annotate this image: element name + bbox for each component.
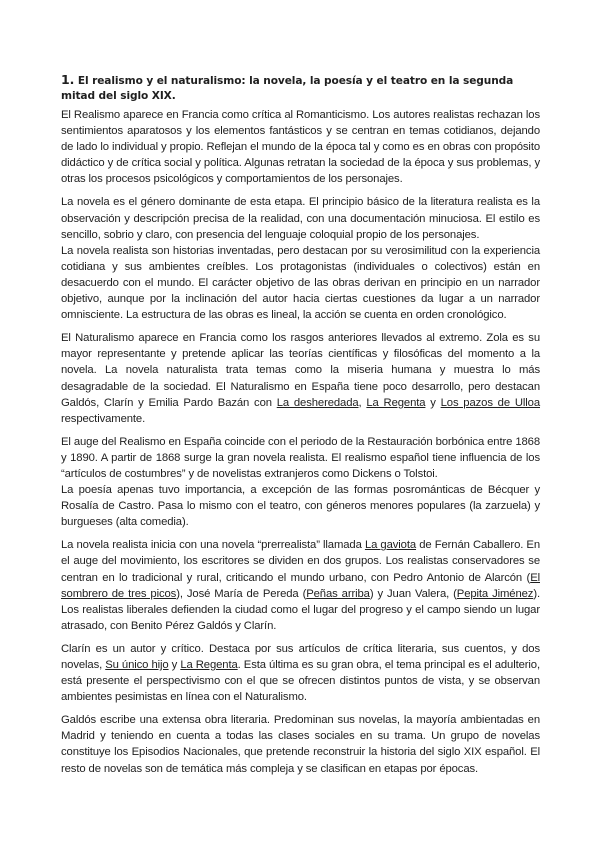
- section-title: El realismo y el naturalismo: la novela, la poesía y el teatro en la segunda mitad del siglo XIX.: [61, 75, 514, 102]
- paragraph-grupos-realistas: [61, 537, 540, 634]
- paragraph-text: ), José María de Pereda (: [176, 587, 307, 600]
- paragraph-text: ,: [358, 396, 367, 409]
- document-body: [61, 72, 540, 784]
- paragraph-text: ) y Juan Valera, (: [369, 587, 457, 600]
- paragraph-text: El auge del Realismo en España coincide con el periodo de la Restauración borbónica entre 1868 y 1890. A partir de 1868 surge la gran novela realista. El realismo español tiene influencia de los “artículos de costumbres” y de novelistas extranjeros como Dickens o Tolstoi.: [61, 435, 540, 480]
- paragraph-text: . Esta última es su gran obra, el tema principal es el adulterio, está presente el perspectivismo con el que se ofrecen distintos puntos de vista, y se observan ambientes pesimistas en línea con el Naturalismo.: [61, 659, 540, 704]
- book-title: La Regenta: [180, 659, 238, 671]
- paragraph-novela-realista: [61, 243, 540, 323]
- book-title: Peñas arriba: [306, 587, 370, 600]
- section-number: 1.: [61, 72, 75, 87]
- paragraph-text: El Realismo aparece en Francia como crítica al Romanticismo. Los autores realistas rechazan los sentimientos aparatosos y los elementos fantásticos y se centran en temas cotidianos, dejando de lado lo individual y propio. Reflejan el mundo de la época tal y como es en obras con propósito didáctico y de crítica social y política. Algunas retratan la sociedad de la época y sus problemas, y otras los procesos psicológicos y comportamientos de los personajes.: [61, 109, 540, 186]
- section-heading: [61, 72, 540, 104]
- paragraph-text: y: [168, 659, 181, 671]
- book-title: Su único hijo: [105, 659, 169, 671]
- paragraph-text: La poesía apenas tuvo importancia, a excepción de las formas posrománticas de Bécquer y Rosalía de Castro. Pasa lo mismo con el teatro, con géneros menores populares (la zarzuela) y burgueses (alta comedia).: [61, 484, 540, 529]
- book-title: Los pazos de Ulloa: [440, 396, 540, 409]
- paragraph-galdos: [61, 712, 540, 776]
- paragraph-text: y: [425, 396, 441, 409]
- paragraph-text: Clarín es un autor y crítico. Destaca por sus artículos de crítica literaria, sus cuentos, y dos novelas,: [61, 642, 540, 671]
- paragraph-auge-realismo: [61, 434, 540, 482]
- book-title: Pepita Jiménez: [456, 587, 534, 600]
- paragraph-text: El Naturalismo aparece en Francia como los rasgos anteriores llevados al extremo. Zola es su mayor representante y pretende aplicar las teorías científicas y filosóficas del momento a la novela. La novela naturalista trata temas como la miseria humana y muestra lo más desagradable de la sociedad. El Naturalismo en España tiene poco desarrollo, pero destacan Galdós, Clarín y Emilia Pardo Bazán con: [61, 332, 540, 409]
- paragraph-naturalismo: [61, 330, 540, 427]
- paragraph-text: respectivamente.: [61, 412, 146, 425]
- paragraph-clarin: [61, 641, 540, 705]
- paragraph-realismo: [61, 107, 540, 187]
- paragraph-text: ). Los realistas liberales defienden la ciudad como el lugar del progreso y el campo siendo un lugar atrasado, con Benito Pérez Galdós y Clarín.: [61, 587, 540, 632]
- paragraph-text: Galdós escribe una extensa obra literaria. Predominan sus novelas, la mayoría ambientadas en Madrid y teniendo en cuenta a todas las clases sociales en su trama. Un grupo de novelas constituye los Episodios Nacionales, que pretende reconstruir la historia del siglo XIX español. El resto de novelas son de temática más compleja y se clasifican en etapas por épocas.: [61, 714, 540, 775]
- paragraph-text: de Fernán Caballero. En el auge del movimiento, los escritores se dividen en dos grupos. Los realistas conservadores se centran en lo tradicional y rural, criticando el mundo urbano, con Pedro Antonio de Alarcón (: [61, 539, 540, 584]
- book-title: La desheredada: [276, 396, 359, 409]
- paragraph-text: La novela realista inicia con una novela “prerrealista” llamada: [61, 539, 365, 552]
- book-title: La gaviota: [364, 539, 417, 552]
- paragraph-poesia-teatro: [61, 482, 540, 530]
- book-title: El sombrero de tres picos: [61, 571, 540, 600]
- paragraph-text: La novela realista son historias inventadas, pero destacan por su verosimilitud con la experiencia cotidiana y sus ambientes creíbles. Los protagonistas (individuales o colectivos) están en desacuerdo con el mundo. El carácter objetivo de las obras derivan en principio en un narrador objetivo, aunque por la inclinación del autor hacia ciertas cuestiones da lugar a un narrador omnisciente. La estructura de las obras es lineal, la acción se cuenta en orden cronológico.: [61, 244, 540, 322]
- book-title: La Regenta: [366, 396, 426, 409]
- paragraph-text: La novela es el género dominante de esta etapa. El principio básico de la literatura realista es la observación y descripción precisa de la realidad, con una documentación minuciosa. El estilo es sencillo, sobrio y claro, con presencia del lenguaje coloquial propio de los personajes.: [61, 196, 540, 241]
- paragraph-novela-genero: [61, 194, 540, 242]
